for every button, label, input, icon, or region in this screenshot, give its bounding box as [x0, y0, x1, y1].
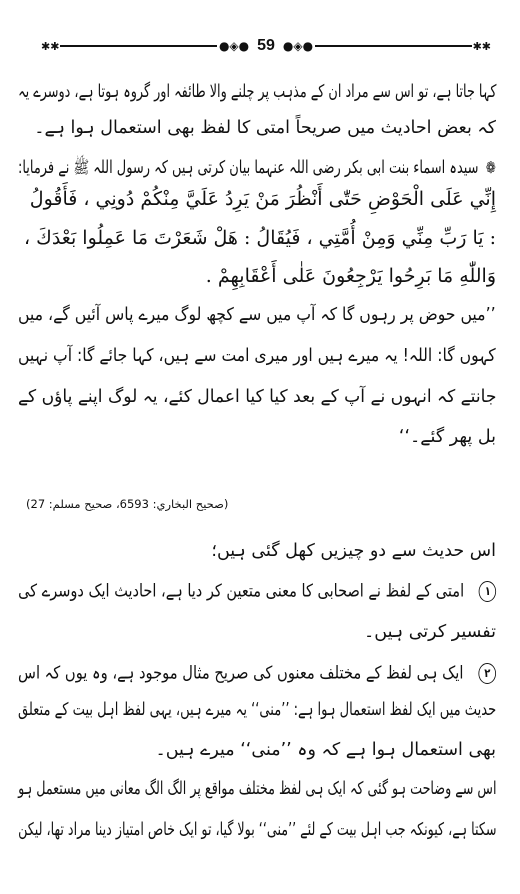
text-line: بھی استعمال ہوا ہے کہ وہ ’’منی‘‘ میرے ہیں۔ — [155, 740, 496, 760]
hadith-intro-line: ❁سیدہ اسماء بنت ابی بکر رضی اللہ عنہما بیان کرتی ہیں کہ رسول اللہ ﷺ نے فرمایا: — [18, 158, 496, 178]
text-line: سکتا ہے، کیونکہ جب اہل بیت کے لئے ’’منی‘‘ بولا گیا، تو ایک خاص امتیاز دینا مراد تھا، لیکن — [17, 820, 496, 840]
text-line: اس سے وضاحت ہو گئی کہ ایک ہی لفظ مختلف مواقع پر الگ الگ معانی میں مستعمل ہو — [17, 779, 496, 799]
page-header — [40, 34, 492, 58]
text-line: حدیث میں ایک لفظ استعمال ہوا ہے: ’’منی‘‘ یہ میرے ہیں، یہی لفظ اہل بیت کے متعلق — [17, 700, 496, 720]
translation-line: کہوں گا: اللہ! یہ میرے ہیں اور میری امت سے ہیں، کہا جائے گا: آپ نہیں — [18, 346, 496, 366]
arabic-hadith-line: وَاللّٰهِ مَا بَرِحُوا يَرْجِعُونَ عَلٰى أَعْقَابِهِمْ . — [205, 265, 496, 287]
hadith-reference: (صحيح البخاري: 6593، صحيح مسلم: 27) — [26, 497, 229, 511]
translation-line: جانتے کہ انہوں نے آپ کے بعد کیا کیا اعمال کئے، یہ لوگ اپنے پاؤں کے — [17, 387, 496, 407]
star-ornament-icon: ✱✱ — [472, 39, 492, 53]
point-number-badge: ۱ — [479, 581, 496, 602]
header-rule-left — [60, 45, 217, 47]
point-number-badge: ۲ — [478, 663, 496, 684]
arabic-hadith-line: إِنِّي عَلَى الْحَوْضِ حَتّٰى أَنْظُرَ مَنْ يَرِدُ عَلَيَّ مِنْكُمْ دُونِي ، فَأَقُولُ — [29, 188, 496, 210]
diamond-ornament-icon: ●◈● — [218, 39, 250, 53]
text-line: اس حدیث سے دو چیزیں کھل گئی ہیں؛ — [211, 541, 496, 561]
arabic-hadith-line: : يَا رَبِّ مِنِّي وَمِنْ أُمَّتِي ، فَيُقَالُ : هَلْ شَعَرْتَ مَا عَمِلُوا بَعْدَكَ ، — [24, 227, 496, 249]
text-line: تفسیر کرتی ہیں۔ — [364, 622, 496, 642]
star-ornament-icon: ✱✱ — [41, 39, 60, 53]
numbered-point: ۲ایک ہی لفظ کے مختلف معنوں کی صریح مثال موجود ہے، وہ یوں کہ اس — [18, 663, 496, 684]
translation-line: ’’میں حوض پر رہوں گا کہ آپ میں سے کچھ لوگ میرے پاس آئیں گے، میں — [18, 305, 496, 325]
text-line: کہا جاتا ہے، تو اس سے مراد ان کے مذہب پر چلنے والا طائفہ اور گروہ ہوتا ہے، دوسرے یہ — [17, 82, 496, 102]
flower-bullet-icon: ❁ — [486, 158, 496, 177]
text-line: کہ بعض احادیث میں صریحاً امتی کا لفظ بھی استعمال ہوا ہے۔ — [34, 118, 496, 138]
page-number: 59 — [257, 37, 275, 54]
translation-line: بل پھر گئے۔‘‘ — [398, 427, 496, 447]
header-rule-right — [315, 45, 472, 47]
numbered-point: ۱امتی کے لفظ نے اصحابی کا معنی متعین کر دیا ہے، احادیث ایک دوسرے کی — [18, 581, 496, 602]
diamond-ornament-icon: ●◈● — [282, 39, 314, 53]
